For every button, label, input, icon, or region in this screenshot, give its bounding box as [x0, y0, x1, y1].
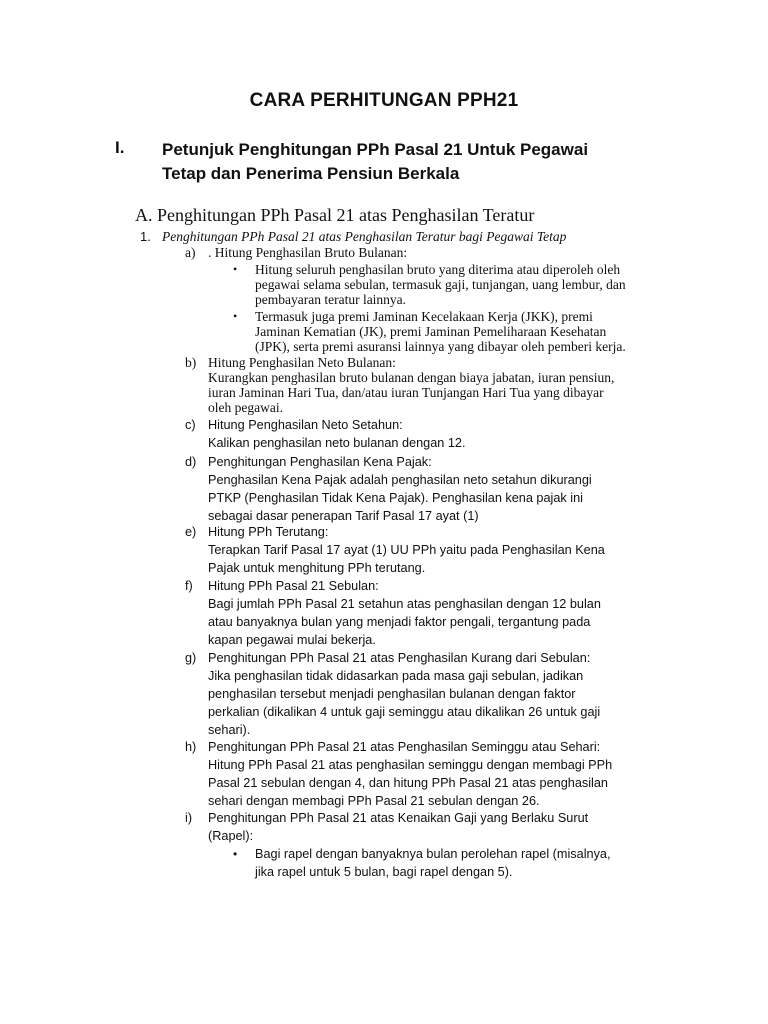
- list-line: perkalian (dikalikan 4 untuk gaji seminggu atau dikalikan 26 untuk gaji: [208, 705, 601, 719]
- bullet-icon: •: [233, 262, 238, 276]
- list-label: i): [185, 811, 193, 825]
- list-line: sehari).: [208, 723, 251, 737]
- section-title: [162, 138, 662, 186]
- list-line: Pajak untuk menghitung PPh terutang.: [208, 561, 426, 575]
- list-line: Penghitungan PPh Pasal 21 atas Kenaikan Gaji yang Berlaku Surut: [208, 811, 589, 825]
- bullet-line: Bagi rapel dengan banyaknya bulan perolehan rapel (misalnya,: [255, 847, 611, 861]
- bullet-line: Hitung seluruh penghasilan bruto yang diterima atau diperoleh oleh: [255, 262, 621, 277]
- item-number: 1.: [140, 229, 151, 244]
- list-label: e): [185, 525, 197, 539]
- list-line: Hitung PPh Pasal 21 atas penghasilan seminggu dengan membagi PPh: [208, 758, 613, 772]
- list-line: Kalikan penghasilan neto bulanan dengan 12.: [208, 436, 466, 450]
- list-item-title: . Hitung Penghasilan Bruto Bulanan:: [208, 245, 408, 260]
- list-label: h): [185, 740, 197, 754]
- list-line: Hitung PPh Terutang:: [208, 525, 329, 539]
- item-heading: Penghitungan PPh Pasal 21 atas Penghasilan Teratur bagi Pegawai Tetap: [162, 229, 567, 244]
- list-line: Hitung PPh Pasal 21 Sebulan:: [208, 579, 379, 593]
- list-line: Hitung Penghasilan Neto Setahun:: [208, 418, 403, 432]
- bullet-line: Jaminan Kematian (JK), premi Jaminan Pemeliharaan Kesehatan: [255, 324, 607, 339]
- section-number: I.: [115, 138, 125, 157]
- list-line: sehari dengan membagi PPh Pasal 21 sebulan dengan 26.: [208, 794, 540, 808]
- list-line: Bagi jumlah PPh Pasal 21 setahun atas penghasilan dengan 12 bulan: [208, 597, 601, 611]
- bullet-line: (JPK), serta premi asuransi lainnya yang dibayar oleh pemberi kerja.: [255, 339, 626, 354]
- bullet-line: jika rapel untuk 5 bulan, bagi rapel dengan 5).: [255, 865, 513, 879]
- bullet-line: pembayaran teratur lainnya.: [255, 292, 407, 307]
- list-line: Hitung Penghasilan Neto Bulanan:: [208, 355, 396, 370]
- list-label: a): [185, 245, 196, 260]
- bullet-line: pegawai selama sebulan, termasuk gaji, tunjangan, uang lembur, dan: [255, 277, 626, 292]
- list-line: Pasal 21 sebulan dengan 4, dan hitung PPh Pasal 21 atas penghasilan: [208, 776, 608, 790]
- list-line: oleh pegawai.: [208, 400, 283, 415]
- bullet-icon: •: [233, 847, 238, 861]
- bullet-line: Termasuk juga premi Jaminan Kecelakaan Kerja (JKK), premi: [255, 309, 593, 324]
- section-title-line: Petunjuk Penghitungan PPh Pasal 21 Untuk Pegawai: [162, 140, 589, 159]
- list-label: b): [185, 355, 197, 370]
- list-line: PTKP (Penghasilan Tidak Kena Pajak). Penghasilan kena pajak ini: [208, 491, 583, 505]
- list-line: sebagai dasar penerapan Tarif Pasal 17 ayat (1): [208, 509, 479, 523]
- list-line: Penghitungan PPh Pasal 21 atas Penghasilan Seminggu atau Sehari:: [208, 740, 601, 754]
- subsection-heading: A. Penghitungan PPh Pasal 21 atas Penghasilan Teratur: [135, 205, 535, 225]
- list-line: atau banyaknya bulan yang menjadi faktor pengali, tergantung pada: [208, 615, 591, 629]
- list-label: d): [185, 455, 197, 469]
- bullet-icon: •: [233, 309, 238, 323]
- document-title: CARA PERHITUNGAN PPH21: [249, 90, 519, 111]
- list-line: Kurangkan penghasilan bruto bulanan dengan biaya jabatan, iuran pensiun,: [208, 370, 615, 385]
- list-label: g): [185, 651, 197, 665]
- list-line: kapan pegawai mulai bekerja.: [208, 633, 376, 647]
- list-line: Penghitungan PPh Pasal 21 atas Penghasilan Kurang dari Sebulan:: [208, 651, 591, 665]
- list-label: c): [185, 418, 196, 432]
- list-line: (Rapel):: [208, 829, 254, 843]
- list-label: f): [185, 579, 193, 593]
- list-line: Penghitungan Penghasilan Kena Pajak:: [208, 455, 432, 469]
- list-line: iuran Jaminan Hari Tua, dan/atau iuran Tunjangan Hari Tua yang dibayar: [208, 385, 604, 400]
- list-line: penghasilan tersebut menjadi penghasilan bulanan dengan faktor: [208, 687, 576, 701]
- section-title-line: Tetap dan Penerima Pensiun Berkala: [162, 164, 460, 183]
- list-line: Jika penghasilan tidak didasarkan pada masa gaji sebulan, jadikan: [208, 669, 584, 683]
- list-line: Penghasilan Kena Pajak adalah penghasilan neto setahun dikurangi: [208, 473, 592, 487]
- list-line: Terapkan Tarif Pasal 17 ayat (1) UU PPh yaitu pada Penghasilan Kena: [208, 543, 605, 557]
